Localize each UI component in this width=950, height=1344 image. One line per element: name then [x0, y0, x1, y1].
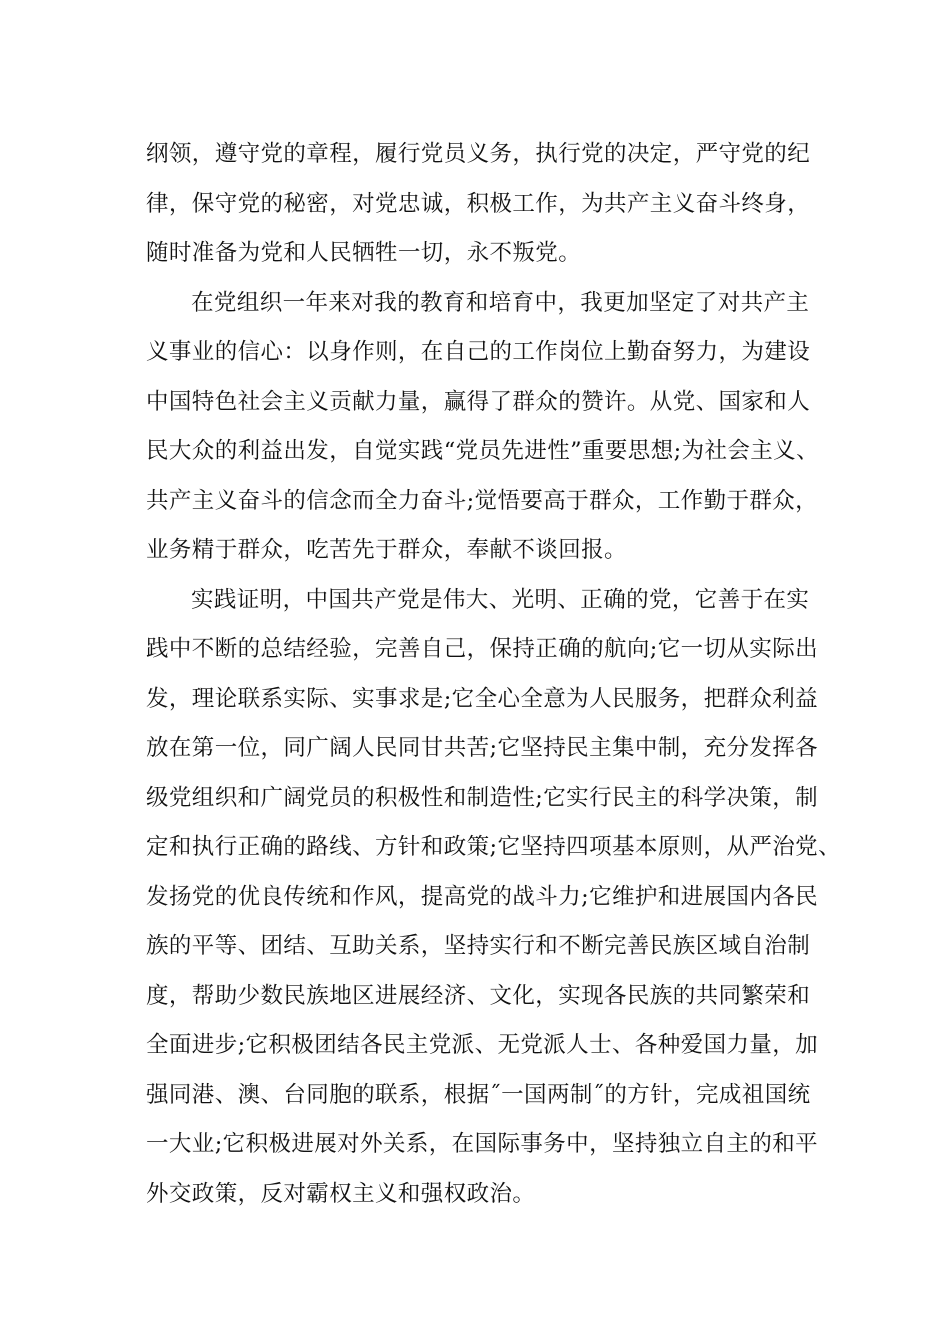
text-line: 践中不断的总结经验，完善自己，保持正确的航向;它一切从实际出 — [146, 636, 819, 662]
text-line: 共产主义奋斗的信念而全力奋斗;觉悟要高于群众，工作勤于群众， — [146, 487, 819, 514]
text-line: 全面进步;它积极团结各民主党派、无党派人士、各种爱国力量，加 — [146, 1032, 819, 1058]
text-line: 发扬党的优良传统和作风，提高党的战斗力;它维护和进展国内各民 — [146, 883, 819, 910]
text-line: 民大众的利益出发，自觉实践“党员先进性”重要思想;为社会主义、 — [146, 438, 819, 464]
text-line: 一大业;它积极进展对外关系，在国际事务中，坚持独立自主的和平 — [146, 1131, 819, 1157]
text-line: 放在第一位，同广阔人民同甘共苦;它坚持民主集中制，充分发挥各 — [146, 735, 819, 761]
text-line: 随时准备为党和人民牺牲一切，永不叛党。 — [146, 240, 582, 266]
document-body — [146, 130, 841, 1219]
text-line: 业务精于群众，吃苦先于群众，奉献不谈回报。 — [146, 537, 627, 563]
text-line: 发，理论联系实际、实事求是;它全心全意为人民服务，把群众利益 — [146, 685, 819, 712]
paragraph-3 — [146, 576, 841, 1220]
text-line: 族的平等、团结、互助关系，坚持实行和不断完善民族区域自治制 — [146, 933, 811, 959]
text-line: 级党组织和广阔党员的积极性和制造性;它实行民主的科学决策，制 — [146, 784, 819, 811]
text-line: 强同港、澳、台同胞的联系，根据˝一国两制˝的方针，完成祖国统 — [146, 1081, 811, 1108]
text-line: 实践证明，中国共产党是伟大、光明、正确的党，它善于在实 — [191, 586, 810, 613]
text-line: 定和执行正确的路线、方针和政策;它坚持四项基本原则，从严治党、 — [146, 834, 841, 860]
text-line: 中国特色社会主义贡献力量，赢得了群众的赞许。从党、国家和人 — [146, 388, 811, 415]
text-line: 律，保守党的秘密，对党忠诚，积极工作，为共产主义奋斗终身， — [146, 190, 811, 217]
text-line: 度，帮助少数民族地区进展经济、文化，实现各民族的共同繁荣和 — [146, 982, 811, 1009]
text-line: 纲领，遵守党的章程，履行党员义务，执行党的决定，严守党的纪 — [146, 141, 811, 167]
text-line: 在党组织一年来对我的教育和培育中，我更加坚定了对共产主 — [191, 289, 810, 316]
paragraph-1 — [146, 130, 836, 279]
text-line: 外交政策，反对霸权主义和强权政治。 — [146, 1180, 536, 1207]
text-line: 义事业的信心：以身作则，在自己的工作岗位上勤奋努力，为建设 — [146, 339, 811, 365]
paragraph-2 — [146, 279, 836, 576]
